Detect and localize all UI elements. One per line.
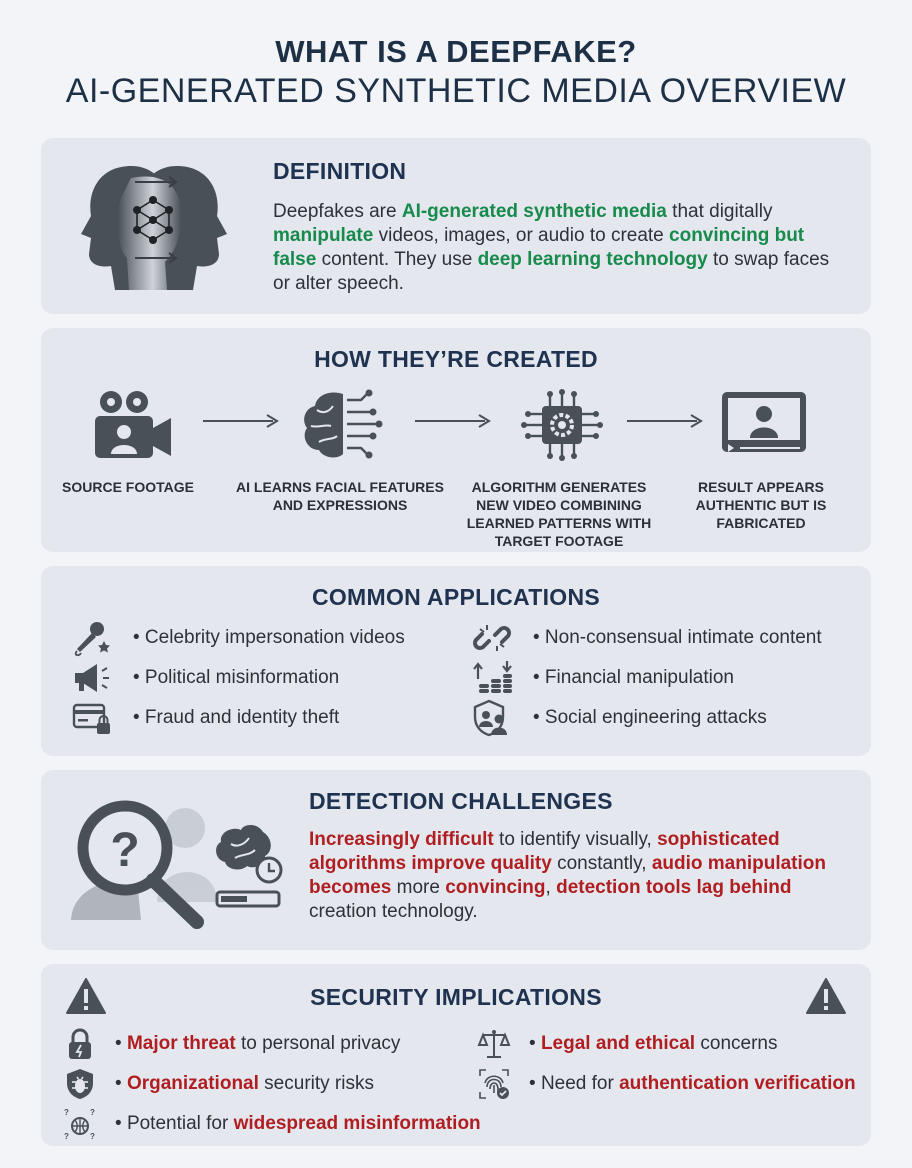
highlighted-text: Legal and ethical	[540, 1033, 696, 1054]
highlighted-text: authentication verification	[619, 1073, 856, 1094]
definition-panel	[41, 138, 871, 314]
megaphone-icon	[71, 659, 113, 697]
shield-people-icon	[471, 699, 513, 737]
svg-text:?: ?	[90, 1108, 95, 1117]
head-profiles-neural-network-icon	[69, 158, 239, 298]
svg-text:?: ?	[90, 1132, 95, 1141]
security-item	[477, 1026, 777, 1062]
security-text	[529, 1033, 777, 1055]
svg-text:?: ?	[64, 1132, 69, 1141]
bullet: •	[115, 1073, 127, 1094]
video-player-icon	[714, 388, 814, 462]
arrow-right-icon	[625, 412, 705, 430]
text-segment: to personal privacy	[235, 1033, 401, 1054]
text-segment: content. They use	[316, 249, 478, 270]
step-label: ALGORITHM GENERATES NEW VIDEO COMBINING LEARNED PATTERNS WITH TARGET FOOTAGE	[466, 479, 652, 549]
bullet: •	[115, 1113, 127, 1134]
svg-text:?: ?	[110, 824, 140, 877]
coin-stacks-icon	[471, 659, 513, 697]
bullet: •	[115, 1033, 127, 1054]
chip-gear-icon	[512, 388, 612, 462]
text-segment: that digitally	[666, 201, 773, 222]
step-label: SOURCE FOOTAGE	[62, 479, 194, 495]
applications-title: COMMON APPLICATIONS	[311, 584, 601, 610]
highlighted-text: Organizational	[126, 1073, 259, 1094]
detection-text	[309, 828, 849, 924]
globe-question-icon	[63, 1107, 97, 1141]
application-text: • Political misinformation	[133, 667, 340, 688]
security-text	[115, 1073, 374, 1095]
arrow-right-icon	[413, 412, 493, 430]
text-segment: concerns	[695, 1033, 778, 1054]
padlock-icon	[63, 1027, 97, 1061]
highlighted-text: AI-generated synthetic media	[401, 201, 667, 222]
application-text: • Non-consensual intimate content	[533, 627, 822, 648]
text-segment: creation technology.	[309, 901, 478, 922]
highlighted-text: Major threat	[126, 1033, 236, 1054]
security-title: SECURITY IMPLICATIONS	[310, 984, 602, 1010]
security-item	[63, 1066, 374, 1102]
fingerprint-check-icon	[477, 1067, 511, 1101]
highlighted-text: convincing but false	[273, 225, 805, 270]
application-item	[471, 700, 767, 736]
text-segment: security risks	[258, 1073, 374, 1094]
bullet: •	[529, 1073, 541, 1094]
application-text: • Fraud and identity theft	[133, 707, 340, 728]
security-text	[115, 1033, 400, 1055]
security-text	[529, 1073, 856, 1095]
highlighted-text: widespread misinformation	[233, 1113, 481, 1134]
applications-panel	[41, 566, 871, 756]
microphone-star-icon	[71, 619, 113, 657]
detection-panel	[41, 770, 871, 950]
highlighted-text: convincing	[445, 877, 546, 898]
application-text: • Social engineering attacks	[533, 707, 767, 728]
how-created-title: HOW THEY’RE CREATED	[314, 346, 598, 372]
page-title: WHAT IS A DEEPFAKE?	[275, 34, 637, 69]
step-label: AI LEARNS FACIAL FEATURES AND EXPRESSIONS	[236, 479, 444, 513]
highlighted-text: detection tools lag behind	[556, 877, 792, 898]
text-segment: videos, images, or audio to create	[373, 225, 670, 246]
highlighted-text: deep learning technology	[477, 249, 708, 270]
scales-icon	[477, 1027, 511, 1061]
security-item	[63, 1106, 481, 1142]
security-text	[115, 1113, 481, 1135]
application-text: • Celebrity impersonation videos	[133, 627, 405, 648]
brain-circuit-icon	[293, 388, 393, 462]
arrow-right-icon	[201, 412, 281, 430]
magnifier-question-brain-icon	[67, 792, 287, 932]
how-created-panel	[41, 328, 871, 552]
page-subtitle: AI-GENERATED SYNTHETIC MEDIA OVERVIEW	[65, 72, 847, 110]
text-segment: to identify visually,	[493, 829, 658, 850]
application-item	[471, 660, 734, 696]
detection-title: DETECTION CHALLENGES	[309, 788, 613, 814]
bullet: •	[529, 1033, 541, 1054]
definition-text	[273, 200, 843, 296]
credit-card-lock-icon	[71, 699, 113, 737]
application-item	[471, 620, 822, 656]
application-text: • Financial manipulation	[533, 667, 734, 688]
text-segment: Potential for	[126, 1113, 234, 1134]
highlighted-text: manipulate	[273, 225, 374, 246]
application-item	[71, 700, 339, 736]
video-camera-icon	[79, 388, 179, 462]
definition-title: DEFINITION	[273, 158, 407, 184]
highlighted-text: sophisticated algorithms improve quality	[309, 829, 780, 874]
text-segment: ,	[545, 877, 557, 898]
security-item	[477, 1066, 856, 1102]
svg-text:?: ?	[64, 1108, 69, 1117]
text-segment: constantly,	[551, 853, 652, 874]
security-panel	[41, 964, 871, 1146]
text-segment: to swap faces or alter speech.	[273, 249, 830, 294]
bug-shield-icon	[63, 1067, 97, 1101]
step-label: RESULT APPEARS AUTHENTIC BUT IS FABRICATED	[695, 479, 827, 531]
text-segment: Need for	[540, 1073, 620, 1094]
security-item	[63, 1026, 400, 1062]
broken-link-icon	[471, 619, 513, 657]
highlighted-text: Increasingly difficult	[309, 829, 494, 850]
highlighted-text: audio manipulation becomes	[309, 853, 826, 898]
text-segment: Deepfakes are	[273, 201, 402, 222]
application-item	[71, 620, 405, 656]
application-item	[71, 660, 339, 696]
text-segment: more	[391, 877, 446, 898]
